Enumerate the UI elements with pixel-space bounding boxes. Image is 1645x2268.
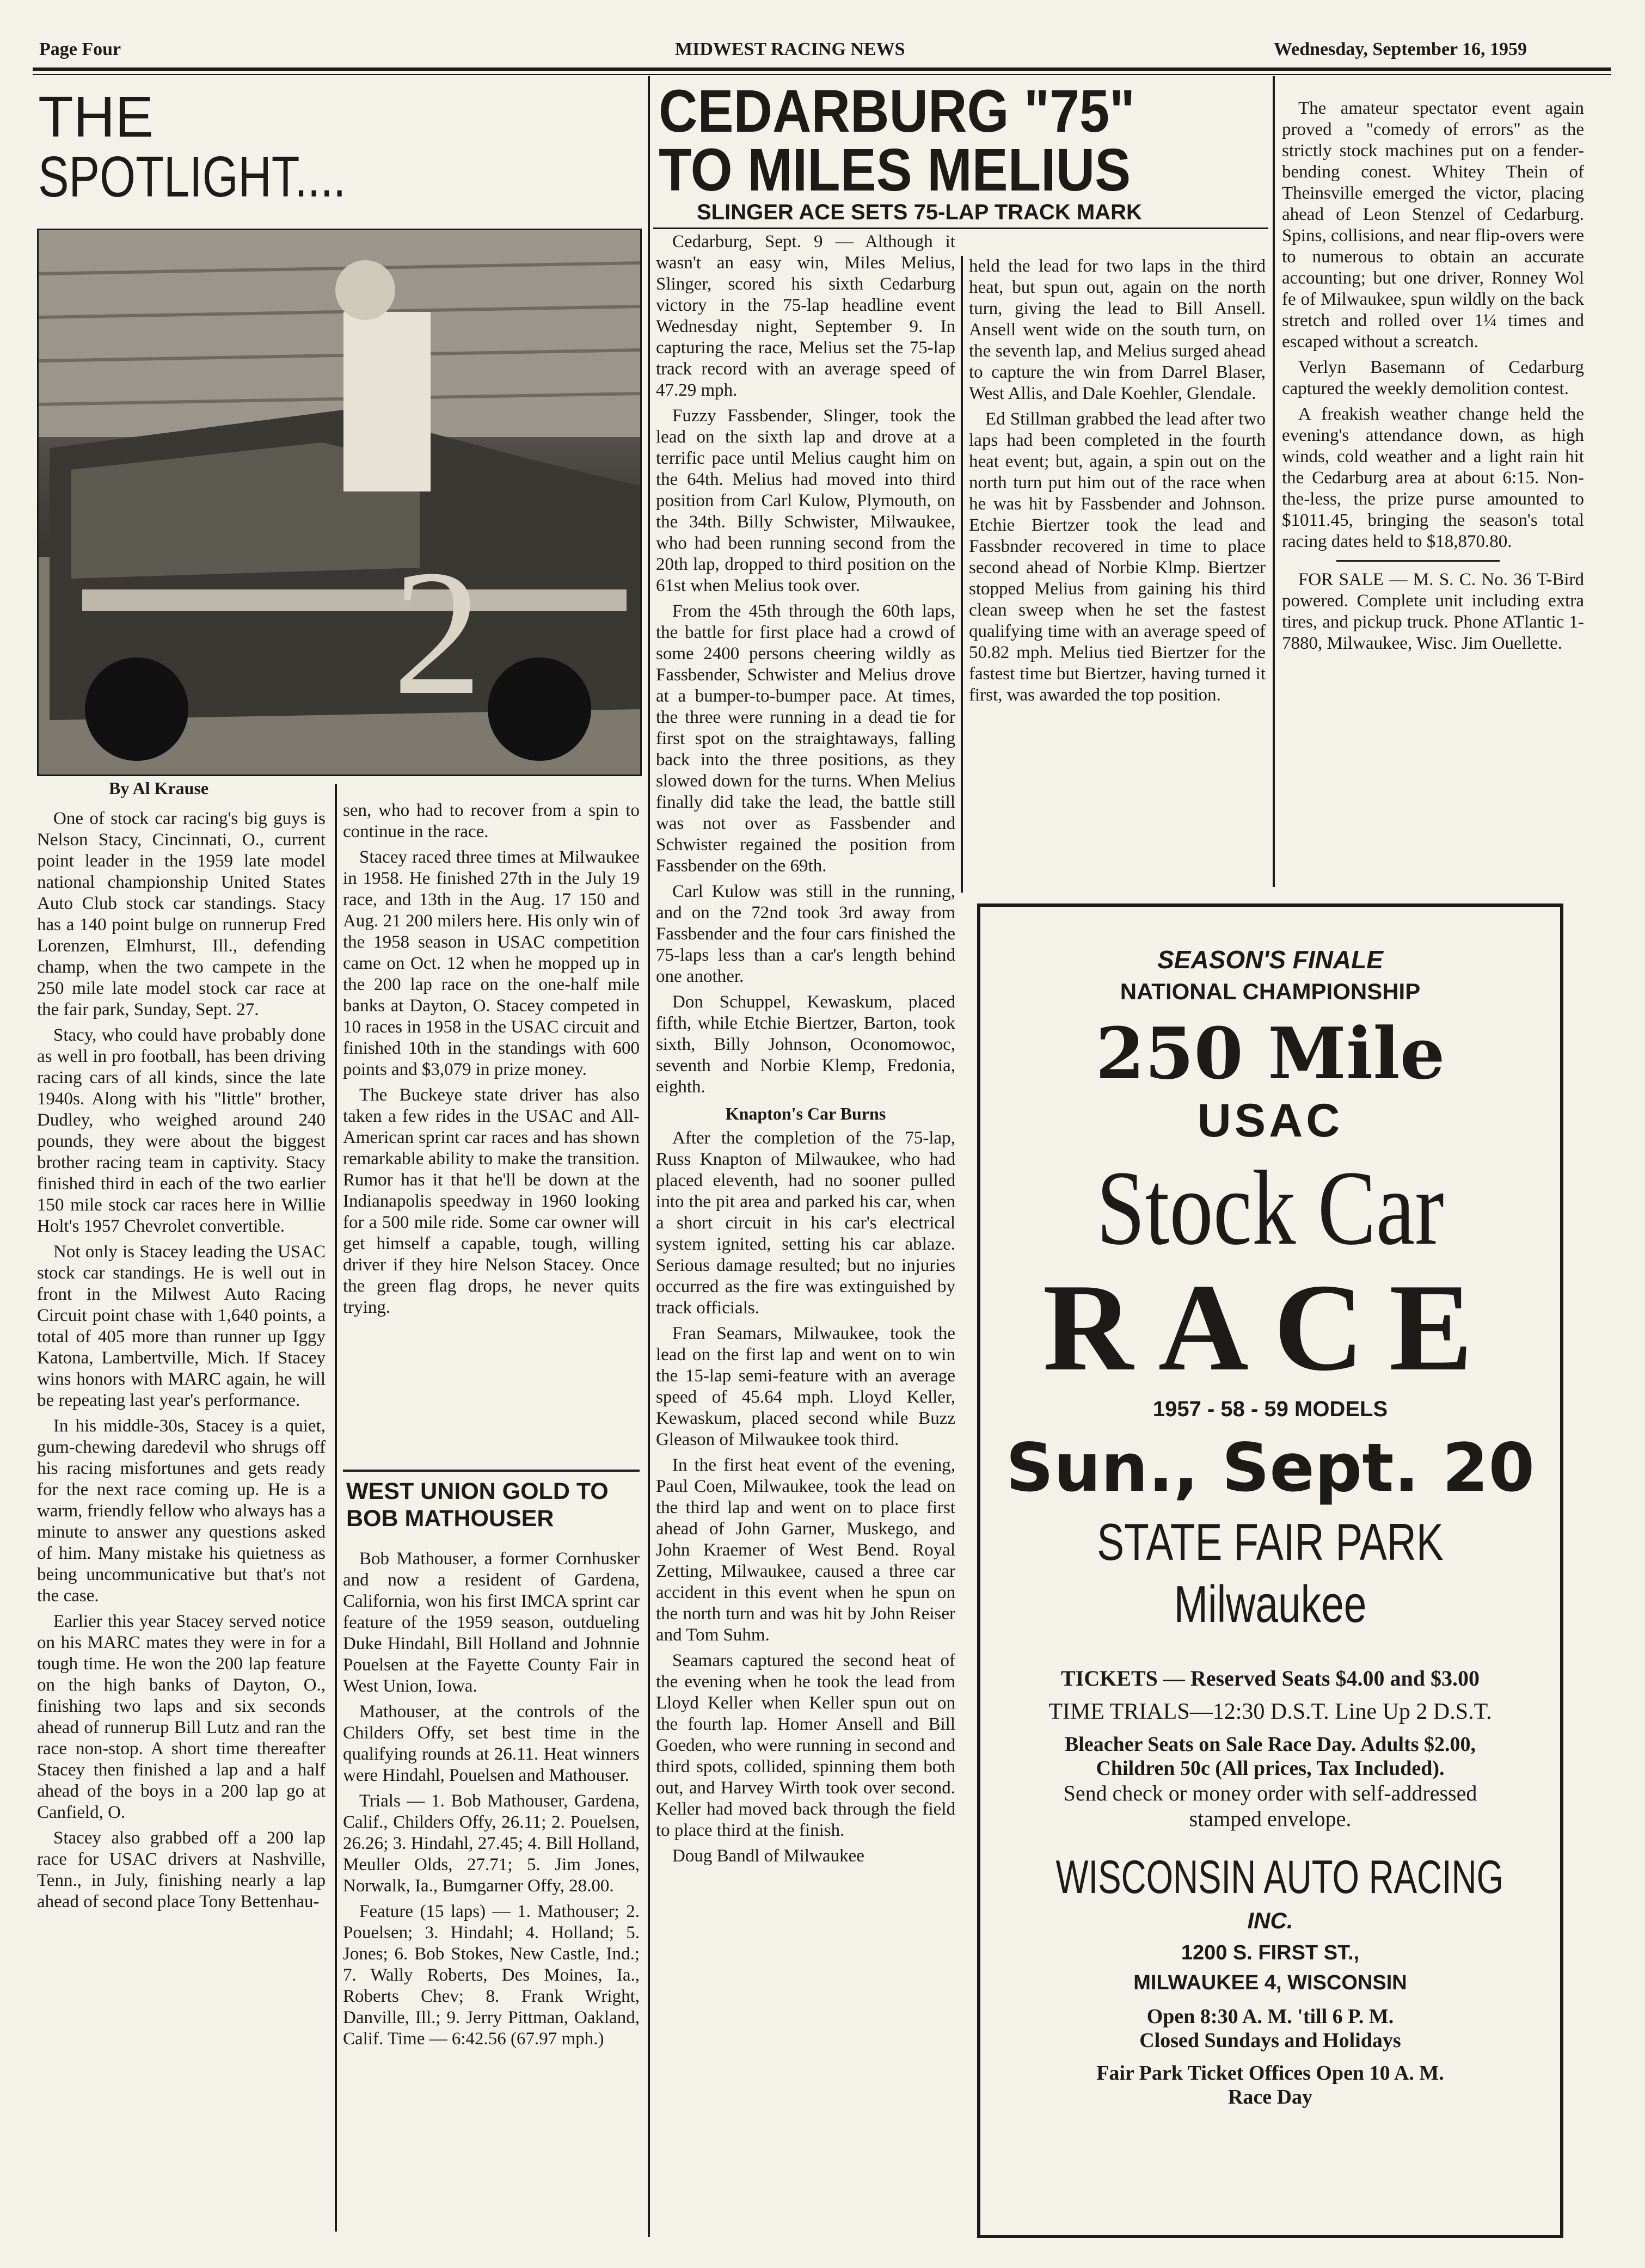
paragraph: Fran Seamars, Milwaukee, took the lead on the first lap and went on to win the 15-lap semi-feature with an average speed of 45.64 mph. Lloyd Keller, Kewaskum, placed second while Buzz Gleason of Milwaukee took third.: [656, 1324, 955, 1449]
ad-city-state: MILWAUKEE 4, WISCONSIN: [1133, 1971, 1407, 1994]
cedarburg-column-1: [656, 231, 955, 1871]
divider: [1336, 560, 1500, 562]
column-rule: [961, 256, 963, 893]
westunion-headline-line2: BOB MATHOUSER: [346, 1505, 554, 1532]
ad-company: WISCONSIN AUTO RACING: [1055, 1851, 1504, 1903]
ad-models: 1957 - 58 - 59 MODELS: [1152, 1397, 1388, 1421]
westunion-article: [343, 1548, 640, 2054]
paragraph: Not only is Stacey leading the USAC stock car standings. He is well out in front in the Milwest Auto Racing Circuit point chase with 1,640 points, a total of 405 more than runner up Iggy Katona, Lambertville, Mich. If Stacey wins honors with MARC again, he will be repeating last year's performance.: [37, 1242, 326, 1410]
ad-national-championship: NATIONAL CHAMPIONSHIP: [1120, 979, 1421, 1004]
paragraph: From the 45th through the 60th laps, the battle for first place had a crowd of some 2400 persons cheering wildly as Fassbender, Schwister and Melius drove at a bumper-to-bumper pace. At times, the three were running in a dead tie for first spot on the straightaways, falling back into the three positions, as they slowed down for the turns. When Melius finally did take the lead, the battle still was not over as Fassbender and Schwister regained the position from Fassbender on the 69th.: [656, 601, 955, 876]
column-rule: [335, 784, 337, 2232]
westunion-headline-line1: WEST UNION GOLD TO: [346, 1478, 609, 1504]
page-number: Page Four: [39, 39, 121, 59]
paragraph: Feature (15 laps) — 1. Mathouser; 2. Pouelsen; 3. Hindahl; 4. Holland; 5. Jones; 6. Bob Stokes, New Castle, Ind.; 7. Wally Roberts, Des Moines, Ia., Roberts Chev; 8. Frank Wright, Danville, Ill.; 9. Jerry Pittman, Oakland, Calif. Time — 6:42.56 (67.97 mph.): [343, 1902, 640, 2049]
section-rule: [343, 1470, 640, 1472]
paragraph: Stacy, who could have probably done as well in pro football, has been driving racing cars of all kinds, since the late 1940s. Along with his "little" brother, Dudley, who weighed around 240 pounds, they were about the biggest brother racing team in captivity. Stacy finished third in each of the two earlier 150 mile stock car races here in Willie Holt's 1957 Chevrolet convertible.: [37, 1025, 326, 1236]
ad-sanction: USAC: [1197, 1095, 1343, 1147]
ad-address: 1200 S. FIRST ST.,: [1181, 1941, 1360, 1964]
paragraph: The amateur spectator event again proved a "comedy of errors" as the strictly stock machines put on a fender-bending conest. Whitey Thein of Theinsville emerged the victor, placing ahead of Leon Stenzel of Cedarburg. Spins, collisions, and near flip-overs were to numerous to obtain an accurate accounting; but one driver, Ronney Wol fe of Milwaukee, spun wildly on the back stretch and rolled over 1¼ times and escaped without a screatch.: [1282, 99, 1584, 352]
paragraph: Carl Kulow was still in the running, and on the 72nd took 3rd away from Fassbender and the four cars finished the 75-laps less than a car's length behind one another.: [656, 882, 955, 986]
paragraph: Earlier this year Stacey served notice on his MARC mates they were in for a tough time. He won the 200 lap feature on the high banks of Dayton, O., finishing two laps and six seconds ahead of runnerup Bill Lutz and ran the race non-stop. A short time thereafter Stacey then finished a lap and a half ahead of the boys in a 200 lap go at Canfield, O.: [37, 1612, 326, 1822]
subheading: Knapton's Car Burns: [725, 1104, 886, 1123]
paragraph: Ed Stillman grabbed the lead after two laps had been completed in the fourth heat event; but, again, a spin out on the north turn put him out of the race when he was hit by Fassbender and Johnson. Etchie Biertzer took the lead and Fassbnder recovered in time to place second ahead of Norbie Klmp. Biertzer stopped Melius from gaining his third clean sweep when he set the fastest qualifying time with an average speed of 50.82 mph. Melius tied Biertzer for the fastest time but Biertzer, having turned it first, was awarded the top position.: [969, 409, 1266, 705]
ad-city: Milwaukee: [1174, 1575, 1367, 1633]
paragraph: Don Schuppel, Kewaskum, placed fifth, while Etchie Biertzer, Barton, took sixth, Billy Johnson, Oconomowoc, seventh and Norbie Klemp, Fredonia, eighth.: [656, 992, 955, 1097]
paragraph: Bob Mathouser, a former Cornhusker and now a resident of Gardena, California, won his first IMCA sprint car feature of the 1959 season, outdueling Duke Hindahl, Bill Holland and Johnnie Pouelsen at the Fayette County Fair in West Union, Iowa.: [343, 1549, 640, 1696]
spotlight-column-2: [343, 800, 640, 1323]
ad-children: Children 50c (All prices, Tax Included).: [1096, 1757, 1445, 1780]
ad-ticket-offices: Fair Park Ticket Offices Open 10 A. M.: [1096, 2062, 1444, 2085]
paragraph: Doug Bandl of Milwaukee: [672, 1846, 864, 1866]
paragraph: Stacey raced three times at Milwaukee in 1958. He finished 27th in the July 19 race, and 13th in the Aug. 17 150 and Aug. 21 200 milers here. His only win of the 1958 season in USAC competition came on Oct. 12 when he mopped up in the 200 lap race on the one-half mile banks at Dayton, O. Stacey competed in 10 races in 1958 in the USAC circuit and finished 10th in the standings with 600 points and $3,079 in prize money.: [343, 847, 640, 1079]
ad-envelope: stamped envelope.: [1189, 1806, 1352, 1831]
paragraph: After the completion of the 75-lap, Russ Knapton of Milwaukee, who had placed eleventh, had no sooner pulled into the pit area and parked his car, when a short circuit in his car's electrical system ignited, setting his car ablaze. Serious damage resulted; but no injuries occurred as the fire was extinguished by track officials.: [656, 1128, 955, 1318]
column-rule: [648, 76, 650, 2237]
ad-tickets: TICKETS — Reserved Seats $4.00 and $3.00: [1061, 1666, 1480, 1691]
spotlight-title-line1: THE: [38, 85, 154, 149]
paragraph: Mathouser, at the controls of the Childers Offy, set best time in the qualifying rounds at 26.11. Heat winners were Hindahl, Pouelsen and Mathouser.: [343, 1702, 640, 1785]
paragraph: Verlyn Basemann of Cedarburg captured the weekly demolition contest.: [1282, 358, 1584, 398]
ad-season-finale: SEASON'S FINALE: [1157, 945, 1383, 974]
masthead-rule: [33, 67, 1611, 71]
ad-venue: STATE FAIR PARK: [1097, 1513, 1444, 1571]
car-number: 2: [392, 533, 482, 732]
ad-closed: Closed Sundays and Holidays: [1139, 2029, 1401, 2052]
paragraph: In his middle-30s, Stacey is a quiet, gum-chewing daredevil who shrugs off his racing misfortunes and gets ready for the next race coming up. He is a warm, friendly fellow who always has a minute to answer any questions asked of him. Many mistake his quietness as being uncommunicative but that's not the case.: [37, 1416, 326, 1606]
column-rule: [1273, 76, 1275, 887]
newspaper-name: MIDWEST RACING NEWS: [675, 39, 905, 59]
paragraph: One of stock car racing's big guys is Nelson Stacy, Cincinnati, O., current point leader in the 1959 late model national championship United States Auto Club stock car standings. Stacy has a 140 point bulge on runnerup Fred Lorenzen, Elmhurst, Ill., defending champ, when the two campete in the 250 mile late model stock car race at the fair park, Sunday, Sept. 27.: [37, 809, 326, 1019]
westunion-headline: [346, 1478, 609, 1532]
race-advertisement: [977, 903, 1563, 2238]
paragraph: Stacey also grabbed off a 200 lap race for USAC drivers at Nashville, Tenn., in July, finishing nearly a lap ahead of second place Tony Bettenhau-: [37, 1828, 326, 1911]
masthead-rule-thin: [33, 74, 1611, 75]
driver-photo: [37, 229, 642, 776]
spotlight-column-1: [37, 808, 326, 1917]
paragraph: The Buckeye state driver has also taken a few rides in the USAC and All-American sprint car races and has shown remarkable ability to make the transition. Rumor has it that he'll be down at the Indianapolis speedway in 1960 looking for a 500 mile ride. Some car owner will get himself a capable, tough, willing driver if they hire Nelson Stacey. Once the green flag drops, he never quits trying.: [343, 1085, 640, 1317]
spotlight-title-line2: SPOTLIGHT....: [38, 145, 346, 209]
paragraph: held the lead for two laps in the third heat, but spun out, again on the north turn, giving the lead to Bill Ansell. Ansell went wide on the south turn, on the seventh lap, and Melius surged ahead to capture the win from Darrel Blaser, West Allis, and Dale Koehler, Glendale.: [969, 256, 1266, 403]
ad-race-day: Race Day: [1227, 2086, 1313, 2109]
ad-race-date: Sun., Sept. 20: [1005, 1429, 1535, 1507]
cedarburg-headline-line1: CEDARBURG "75": [659, 78, 1135, 145]
ad-race: RACE: [1042, 1258, 1498, 1397]
cedarburg-column-3: [1282, 98, 1584, 659]
spotlight-byline: By Al Krause: [109, 778, 209, 798]
ad-time-trials: TIME TRIALS—12:30 D.S.T. Line Up 2 D.S.T.: [1048, 1699, 1492, 1724]
paragraph: A freakish weather change held the evening's attendance down, as high winds, cold weather and a light rain hit the Cedarburg area at about 6:15. Non-the-less, the prize purse amounted to $1011.45, bringing the season's total racing dates held to $18,870.80.: [1282, 404, 1584, 551]
ad-stock-car: Stock Car: [1096, 1149, 1444, 1267]
paragraph: Seamars captured the second heat of the evening when he took the lead from Lloyd Keller when Keller spun out on the fourth lap. Homer Ansell and Bill Goeden, who were running in second and third spots, collided, spinning them both out, and Harvey Wirth took over second. Keller had moved back through the field to place third at the finish.: [656, 1651, 955, 1840]
ad-hours: Open 8:30 A. M. 'till 6 P. M.: [1146, 2005, 1394, 2028]
cedarburg-column-2: [969, 256, 1266, 710]
section-rule: [653, 228, 1268, 229]
ad-distance: 250 Mile: [1095, 1012, 1445, 1095]
paragraph: In the first heat event of the evening, Paul Coen, Milwaukee, took the lead on the third lap and went on to place first ahead of John Garner, Muskego, and John Kraemer of West Bend. Royal Zetting, Milwaukee, caused a three car accident in this event when he spun on the north turn and was hit by John Reiser and Tom Suhm.: [656, 1455, 955, 1645]
paragraph: Trials — 1. Bob Mathouser, Gardena, Calif., Childers Offy, 26.11; 2. Pouelsen, 26.26; 3. Hindahl, 27.45; 4. Bill Holland, Meuller Olds, 27.71; 5. Jim Jones, Norwalk, Ia., Bumgarner Offy, 28.00.: [343, 1791, 640, 1896]
issue-date: Wednesday, September 16, 1959: [1274, 39, 1527, 59]
ad-send-check: Send check or money order with self-addressed: [1063, 1781, 1477, 1805]
cedarburg-subhead: SLINGER ACE SETS 75-LAP TRACK MARK: [697, 200, 1142, 224]
cedarburg-headline-line2: TO MILES MELIUS: [659, 137, 1131, 204]
ad-bleacher: Bleacher Seats on Sale Race Day. Adults $2.00,: [1064, 1733, 1476, 1756]
paragraph: Fuzzy Fassbender, Slinger, took the lead on the sixth lap and drove at a terrific pace until Melius caught him on the 64th. Melius had moved into third position from Carl Kulow, Plymouth, on the 34th. Billy Schwister, Milwaukee, who had been running second from the 20th lap, dropped to third position on the 61st when Melius took over.: [656, 406, 955, 595]
ad-inc: INC.: [1247, 1908, 1293, 1933]
race-car-illustration: [39, 230, 640, 775]
paragraph: sen, who had to recover from a spin to continue in the race.: [343, 801, 640, 841]
paragraph: Cedarburg, Sept. 9 — Although it wasn't an easy win, Miles Melius, Slinger, scored his sixth Cedarburg victory in the 75-lap headline event Wednesday night, September 9. In capturing the race, Melius set the 75-lap track record with an average speed of 47.29 mph.: [656, 232, 955, 400]
classified-for-sale: FOR SALE — M. S. C. No. 36 T-Bird powered. Complete unit including extra tires, and pickup truck. Phone ATlantic 1-7880, Milwaukee, Wisc. Jim Ouellette.: [1282, 570, 1584, 653]
spotlight-title: [38, 87, 423, 207]
